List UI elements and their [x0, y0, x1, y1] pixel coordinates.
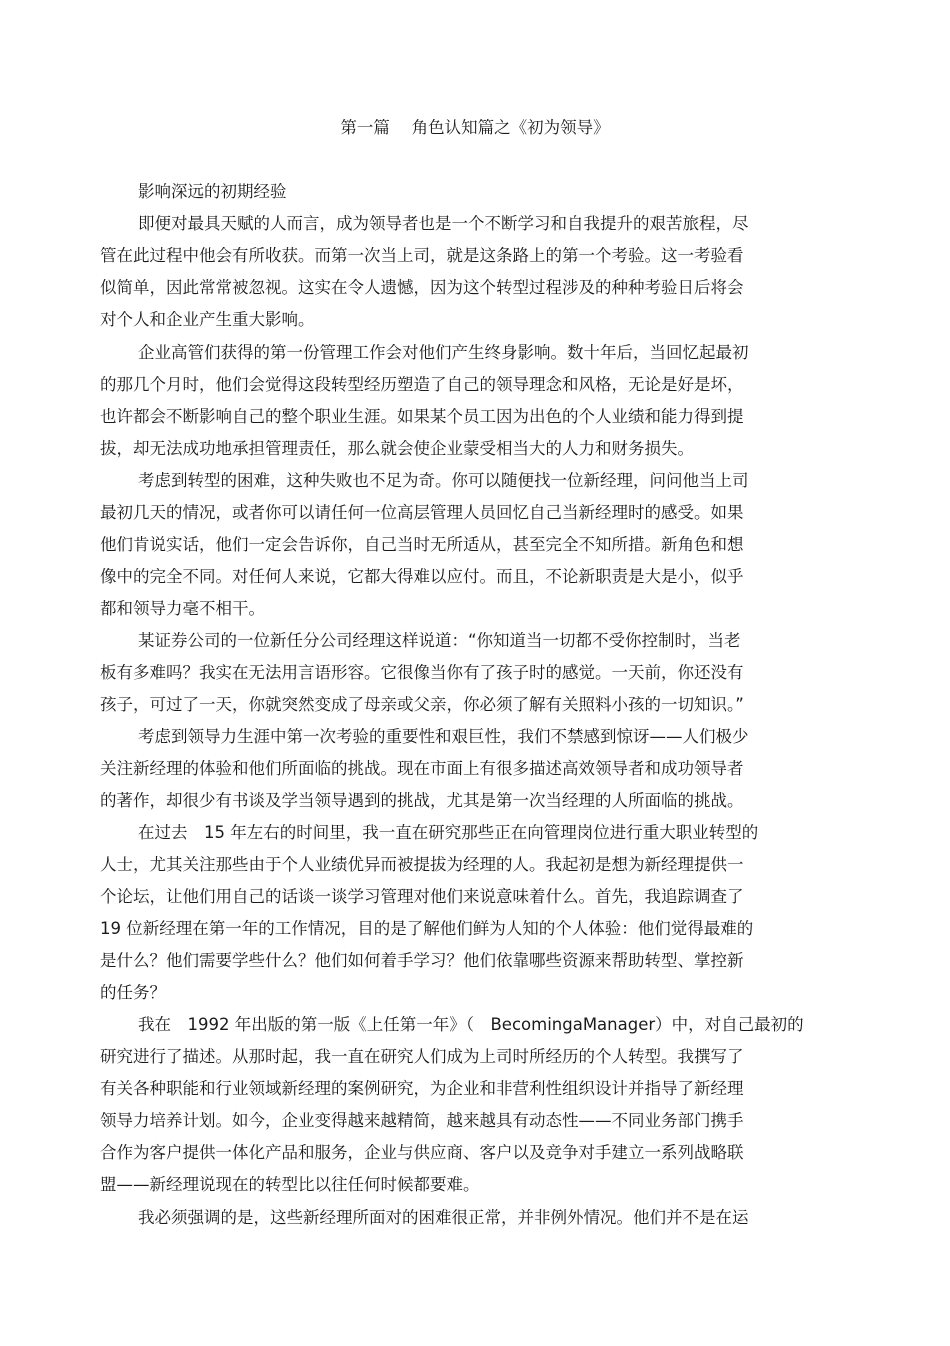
body-line: 管在此过程中他会有所收获。而第一次当上司，就是这条路上的第一个考验。这一考验看	[100, 246, 744, 265]
body-line: 对个人和企业产生重大影响。	[100, 310, 315, 329]
body-line: 即便对最具天赋的人而言，成为领导者也是一个不断学习和自我提升的艰苦旅程，尽	[138, 214, 749, 233]
section-heading: 影响深远的初期经验	[138, 182, 287, 201]
body-line: 合作为客户提供一体化产品和服务，企业与供应商、客户以及竞争对手建立一系列战略联	[100, 1143, 744, 1162]
body-line: 的那几个月时，他们会觉得这段转型经历塑造了自己的领导理念和风格，无论是好是坏，	[100, 375, 744, 394]
body-line: 也许都会不断影响自己的整个职业生涯。如果某个员工因为出色的个人业绩和能力得到提	[100, 407, 744, 426]
body-line: 是什么？他们需要学些什么？他们如何着手学习？他们依靠哪些资源来帮助转型、掌控新	[100, 951, 744, 970]
body-line: 他们肯说实话，他们一定会告诉你，自己当时无所适从，甚至完全不知所措。新角色和想	[100, 535, 744, 554]
body-line: 似简单，因此常常被忽视。这实在令人遗憾，因为这个转型过程涉及的种种考验日后将会	[100, 278, 744, 297]
body-line: 考虑到转型的困难，这种失败也不足为奇。你可以随便找一位新经理，问问他当上司	[138, 471, 749, 490]
body-line: 关注新经理的体验和他们所面临的挑战。现在市面上有很多描述高效领导者和成功领导者	[100, 759, 744, 778]
page-title: 第一篇 角色认知篇之《初为领导》	[340, 118, 610, 137]
body-line: 像中的完全不同。对任何人来说，它都大得难以应付。而且，不论新职责是大是小，似乎	[100, 567, 744, 586]
body-line: 的著作，却很少有书谈及学当领导遇到的挑战，尤其是第一次当经理的人所面临的挑战。	[100, 791, 744, 810]
body-line: 孩子，可过了一天，你就突然变成了母亲或父亲，你必须了解有关照料小孩的一切知识。”	[100, 695, 744, 714]
body-line: 的任务？	[100, 983, 166, 1002]
body-line: 人士，尤其关注那些由于个人业绩优异而被提拔为经理的人。我起初是想为新经理提供一	[100, 855, 744, 874]
body-line: 都和领导力毫不相干。	[100, 599, 265, 618]
body-line: 在过去 15 年左右的时间里，我一直在研究那些正在向管理岗位进行重大职业转型的	[138, 823, 759, 842]
body-line: 拔，却无法成功地承担管理责任，那么就会使企业蒙受相当大的人力和财务损失。	[100, 439, 694, 458]
body-line: 我在 1992 年出版的第一版《上任第一年》（ BecomingaManager）中，对自己最初的	[138, 1015, 804, 1034]
body-line: 考虑到领导力生涯中第一次考验的重要性和艰巨性，我们不禁感到惊讶——人们极少	[138, 727, 749, 746]
body-line: 个论坛，让他们用自己的话谈一谈学习管理对他们来说意味着什么。首先，我追踪调查了	[100, 887, 744, 906]
body-line: 板有多难吗？我实在无法用言语形容。它很像当你有了孩子时的感觉。一天前，你还没有	[100, 663, 744, 682]
body-line: 我必须强调的是，这些新经理所面对的困难很正常，并非例外情况。他们并不是在运	[138, 1208, 749, 1227]
body-line: 某证券公司的一位新任分公司经理这样说道：“你知道当一切都不受你控制时，当老	[138, 631, 741, 650]
body-line: 研究进行了描述。从那时起，我一直在研究人们成为上司时所经历的个人转型。我撰写了	[100, 1047, 744, 1066]
body-line: 最初几天的情况，或者你可以请任何一位高层管理人员回忆自己当新经理时的感受。如果	[100, 503, 744, 522]
body-line: 有关各种职能和行业领域新经理的案例研究，为企业和非营利性组织设计并指导了新经理	[100, 1079, 744, 1098]
body-line: 19 位新经理在第一年的工作情况，目的是了解他们鲜为人知的个人体验：他们觉得最难的	[100, 919, 754, 938]
body-line: 企业高管们获得的第一份管理工作会对他们产生终身影响。数十年后，当回忆起最初	[138, 343, 749, 362]
body-line: 领导力培养计划。如今，企业变得越来越精简，越来越具有动态性——不同业务部门携手	[100, 1111, 744, 1130]
body-line: 盟——新经理说现在的转型比以往任何时候都要难。	[100, 1175, 480, 1194]
